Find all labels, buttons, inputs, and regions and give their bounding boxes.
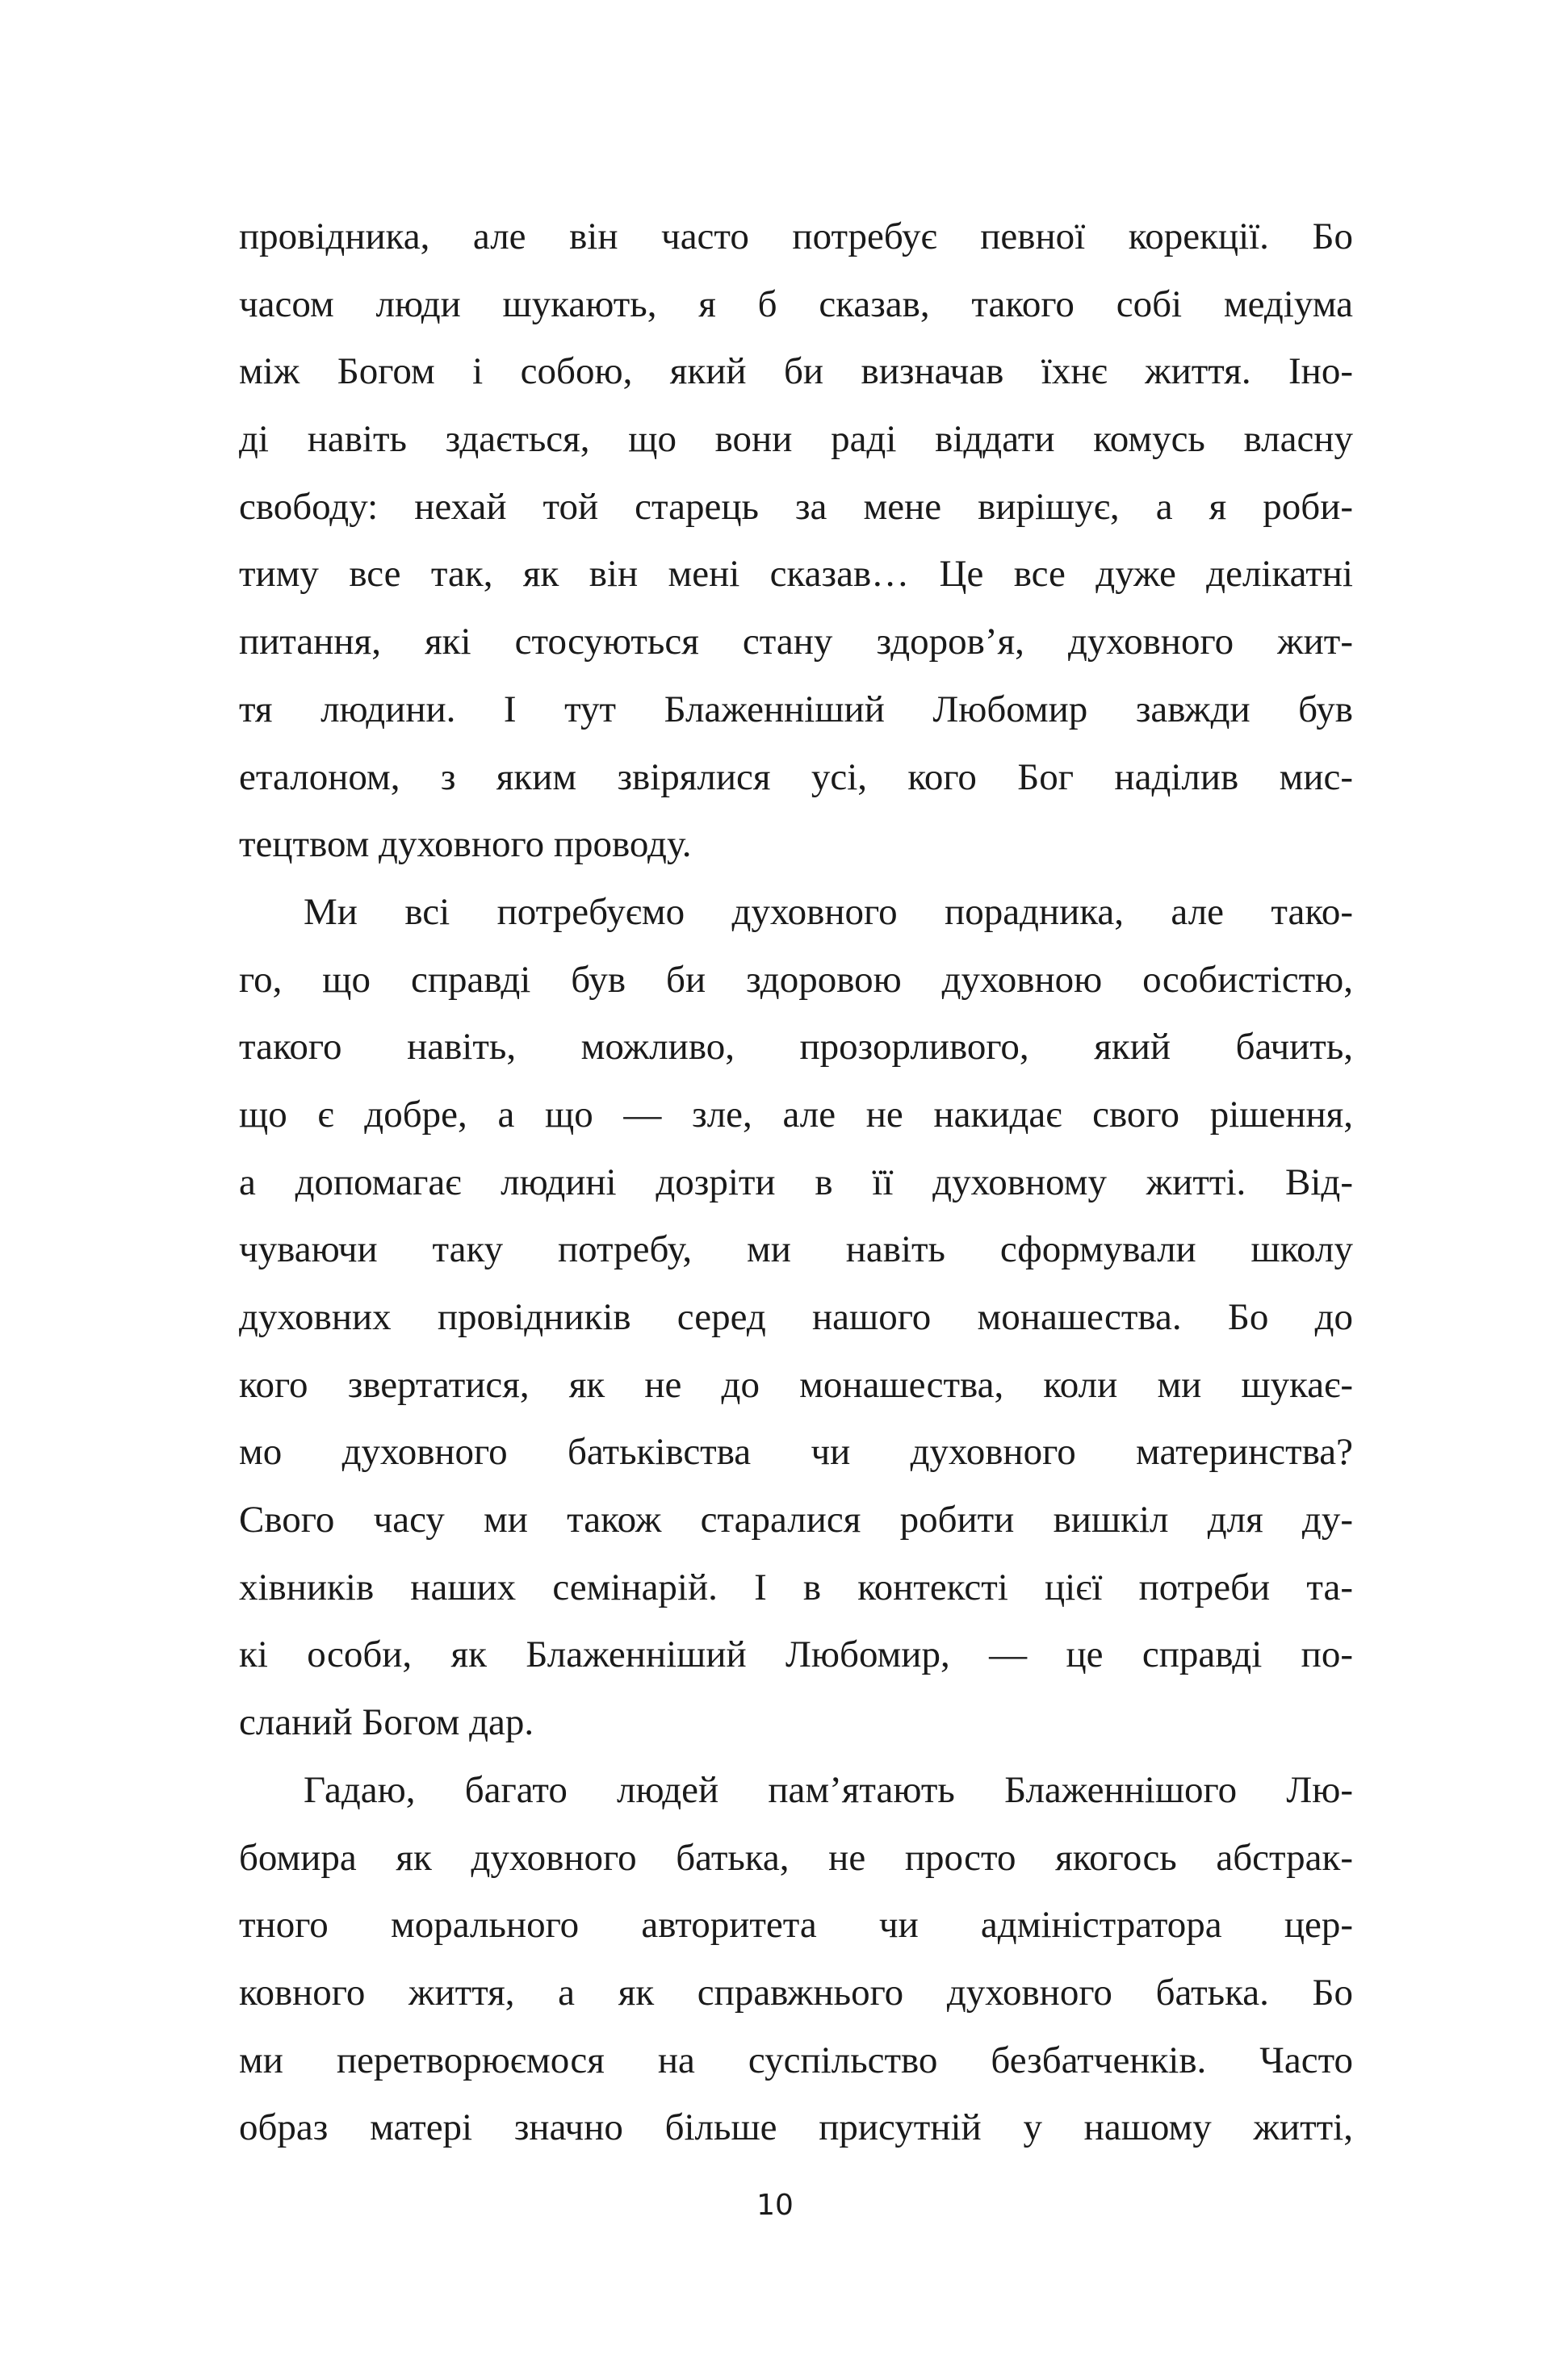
text-line: тецтвом духовного проводу. xyxy=(239,823,692,866)
paragraph xyxy=(239,1757,1353,2162)
text-line: такого навіть, можливо, прозорливого, який бачить, xyxy=(239,1026,1353,1069)
text-line: питання, які стосуються стану здоров’я, духовного жит- xyxy=(239,621,1353,663)
text-line: ковного життя, а як справжнього духовного батька. Бо xyxy=(239,1971,1353,2014)
text-line: між Богом і собою, який би визначав їхнє життя. Іно- xyxy=(239,350,1353,393)
text-line: що є добре, а що — зле, але не накидає свого рішення, xyxy=(239,1093,1353,1136)
text-line: часом люди шукають, я б сказав, такого собі медіума xyxy=(239,282,1353,325)
text-line: кого звертатися, як не до монашества, коли ми шукає- xyxy=(239,1363,1353,1406)
text-line: тного морального авторитета чи адміністратора цер- xyxy=(239,1904,1353,1947)
paragraph xyxy=(239,879,1353,1757)
text-line: ді навіть здається, що вони раді віддати комусь власну xyxy=(239,418,1353,461)
text-line: провідника, але він часто потребує певної корекції. Бо xyxy=(239,215,1353,257)
text-line: ми перетворюємося на суспільство безбатченків. Часто xyxy=(239,2039,1353,2081)
text-line: мо духовного батьківства чи духовного материнства? xyxy=(239,1431,1353,1474)
text-line: тиму все так, як він мені сказав… Це все дуже делікатні xyxy=(239,553,1353,596)
text-line: а допомагає людині дозріти в її духовному житті. Від- xyxy=(239,1161,1353,1203)
text-line: еталоном, з яким звірялися усі, кого Бог наділив мис- xyxy=(239,755,1353,798)
text-line: бомира як духовного батька, не просто якогось абстрак- xyxy=(239,1836,1353,1879)
paragraph xyxy=(239,203,1353,879)
text-line: образ матері значно більше присутній у нашому житті, xyxy=(239,2106,1353,2149)
text-line: хівників наших семінарій. І в контексті цієї потреби та- xyxy=(239,1566,1353,1608)
text-line: кі особи, як Блаженніший Любомир, — це справді по- xyxy=(239,1633,1353,1676)
page-number: 10 xyxy=(756,2189,794,2222)
body-text xyxy=(239,203,1353,2162)
text-line: го, що справді був би здоровою духовною особистістю, xyxy=(239,958,1353,1001)
text-line: духовних провідників серед нашого монашества. Бо до xyxy=(239,1296,1353,1338)
text-line: сланий Богом дар. xyxy=(239,1701,534,1744)
text-line: тя людини. І тут Блаженніший Любомир завжди був xyxy=(239,688,1353,730)
text-line: Свого часу ми також старалися робити вишкіл для ду- xyxy=(239,1499,1353,1541)
text-line: Ми всі потребуємо духовного порадника, але тако- xyxy=(304,890,1353,933)
text-line: чуваючи таку потребу, ми навіть сформували школу xyxy=(239,1228,1353,1271)
text-line: Гадаю, багато людей пам’ятають Блаженнішого Лю- xyxy=(304,1768,1353,1811)
text-line: свободу: нехай той старець за мене вирішує, а я роби- xyxy=(239,485,1353,528)
